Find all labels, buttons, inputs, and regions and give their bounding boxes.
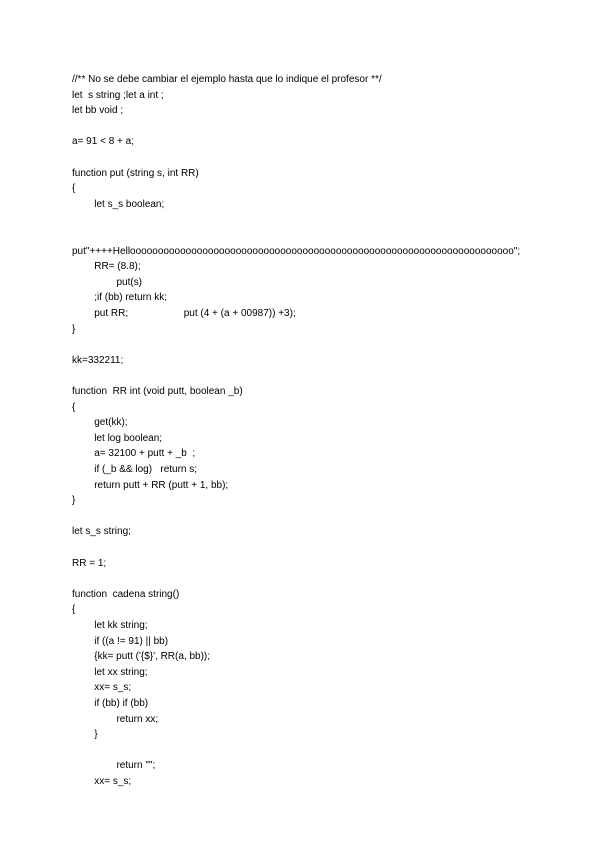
code-line: return ""; bbox=[72, 760, 156, 772]
code-line: let s_s boolean; bbox=[72, 198, 165, 210]
code-line: get(kk); bbox=[72, 417, 128, 429]
code-line: a= 91 < 8 + a; bbox=[72, 136, 134, 148]
code-line: } bbox=[72, 495, 76, 507]
code-line: {kk= putt ('{$}', RR(a, bb)); bbox=[72, 651, 211, 663]
code-line: } bbox=[72, 729, 98, 741]
code-line: xx= s_s; bbox=[72, 682, 132, 694]
code-line: let s_s string; bbox=[72, 526, 131, 538]
code-line: xx= s_s; bbox=[72, 776, 132, 787]
code-line: let bb void ; bbox=[72, 105, 124, 117]
code-line: //** No se debe cambiar el ejemplo hasta que lo indique el profesor **/ bbox=[72, 74, 382, 85]
code-line: kk=332211; bbox=[72, 354, 124, 366]
code-line: if ((a != 91) || bb) bbox=[72, 635, 169, 647]
code-line: RR= (8.8); bbox=[72, 261, 141, 273]
code-line: function cadena string() bbox=[72, 588, 180, 600]
code-line: let kk string; bbox=[72, 620, 148, 631]
code-line: { bbox=[72, 604, 76, 616]
code-line: let xx string; bbox=[72, 666, 148, 678]
code-line: let log boolean; bbox=[72, 432, 163, 444]
code-line: if (_b && log) return s; bbox=[72, 464, 198, 475]
code-line: ;if (bb) return kk; bbox=[72, 292, 168, 304]
code-line: function put (string s, int RR) bbox=[72, 167, 199, 179]
code-line: { bbox=[72, 183, 76, 195]
code-line: function RR int (void putt, boolean _b) bbox=[72, 386, 243, 397]
code-line: let s string ;let a int ; bbox=[72, 89, 164, 101]
code-line: put"++++Hellooooooooooooooooooooooooooooooooooooooooooooooooooooooooooooooooooooo"; bbox=[72, 245, 521, 257]
code-line: if (bb) if (bb) bbox=[72, 698, 149, 709]
code-line: { bbox=[72, 401, 76, 413]
code-line: return xx; bbox=[72, 713, 159, 725]
code-line: put RR; put (4 + (a + 00987)) +3); bbox=[72, 308, 296, 319]
code-line: return putt + RR (putt + 1, bb); bbox=[72, 479, 229, 491]
code-line: } bbox=[72, 323, 76, 335]
code-line: put(s) bbox=[72, 276, 143, 288]
code-line: a= 32100 + putt + _b ; bbox=[72, 448, 196, 460]
code-line: RR = 1; bbox=[72, 557, 107, 569]
